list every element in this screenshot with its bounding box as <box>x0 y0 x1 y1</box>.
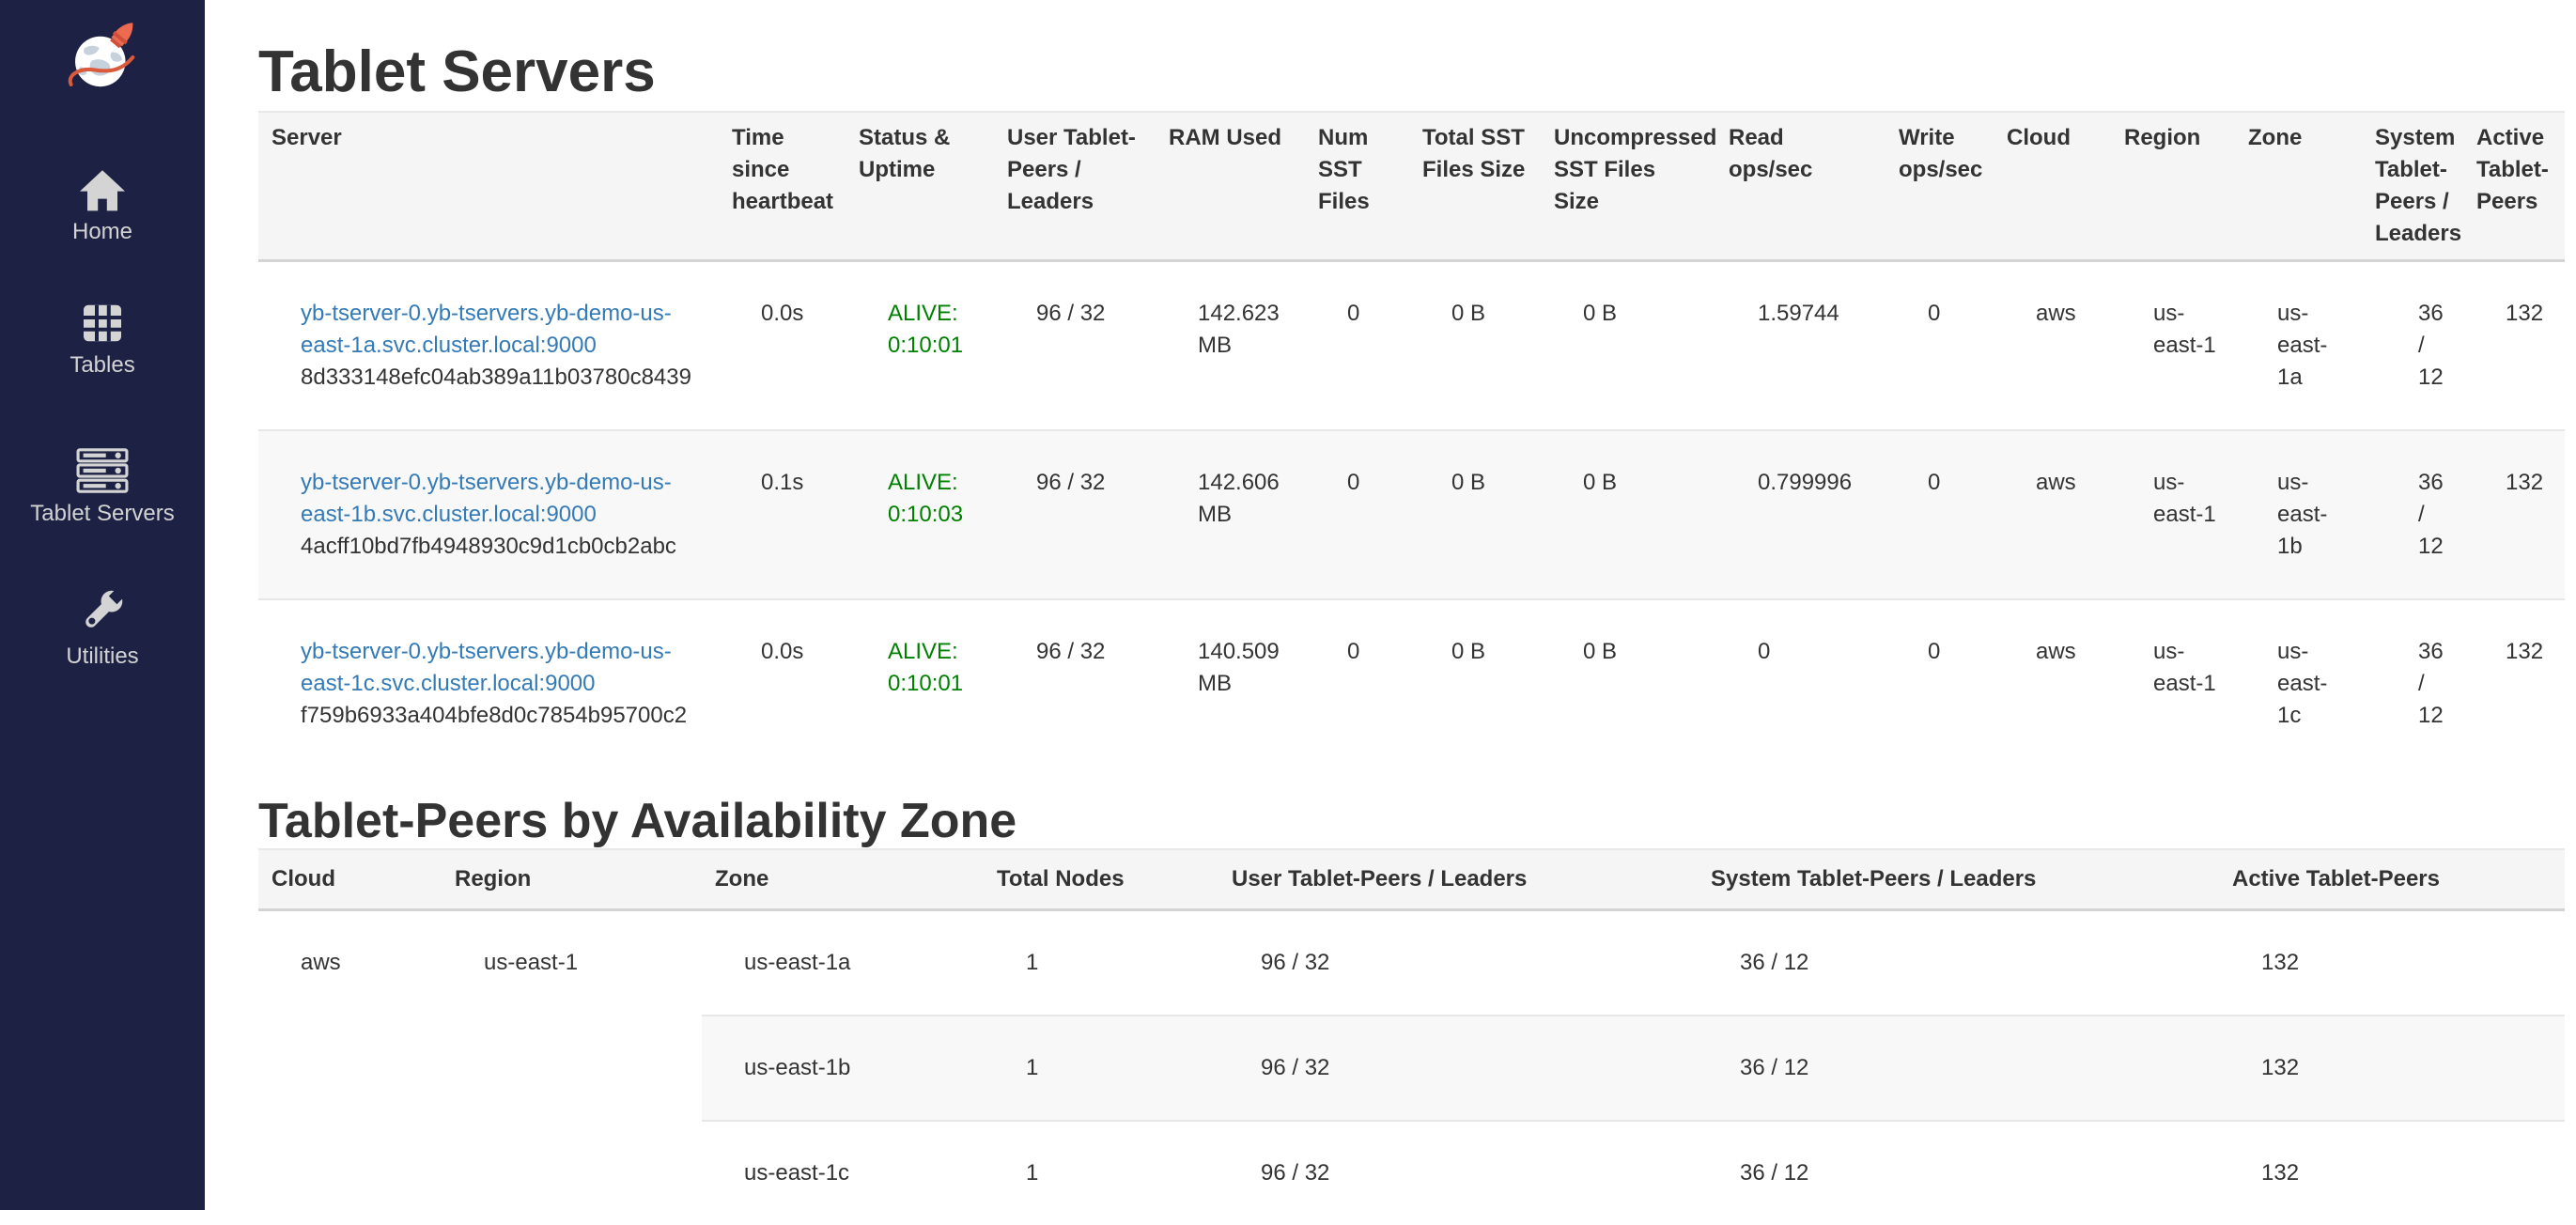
col-cloud: Cloud <box>258 849 442 910</box>
read-ops-cell: 0.799996 <box>1715 430 1885 599</box>
num-sst-cell: 0 <box>1305 430 1409 599</box>
write-ops-cell: 0 <box>1885 261 1994 431</box>
sidebar-item-label: Tablet Servers <box>0 502 205 526</box>
total-sst-cell: 0 B <box>1409 599 1541 768</box>
uncompressed-sst-cell: 0 B <box>1541 261 1715 431</box>
table-header-row <box>258 849 2565 910</box>
main-content <box>205 0 2576 1210</box>
zone-cell: us-east-1a <box>702 910 984 1016</box>
col-region: Region <box>442 849 702 910</box>
tables-grid-icon <box>78 301 127 346</box>
server-cell <box>258 261 719 431</box>
col-total-sst: Total SST Files Size <box>1409 112 1541 261</box>
user-peers-cell: 96 / 32 <box>1218 1016 1698 1121</box>
status-cell <box>846 430 994 599</box>
status-cell <box>846 599 994 768</box>
active-peers-cell: 132 <box>2219 1121 2565 1225</box>
zone-cell: us-east-1b <box>2235 430 2362 599</box>
num-sst-cell: 0 <box>1305 261 1409 431</box>
active-peers-cell: 132 <box>2463 261 2565 431</box>
tablet-peers-by-zone-table <box>258 848 2565 1225</box>
system-peers-cell: 36 / 12 <box>1698 910 2219 1016</box>
region-cell: us-east-1 <box>442 910 702 1225</box>
system-peers-cell: 36 / 12 <box>2362 599 2463 768</box>
section-title-tablet-peers-by-az: Tablet-Peers by Availability Zone <box>258 794 2565 848</box>
active-peers-cell: 132 <box>2463 599 2565 768</box>
heartbeat-cell: 0.0s <box>719 599 846 768</box>
sidebar-item-home[interactable] <box>0 167 205 244</box>
heartbeat-cell: 0.1s <box>719 430 846 599</box>
status-badge: ALIVE: 0:10:03 <box>888 470 963 527</box>
total-nodes-cell: 1 <box>984 1016 1218 1121</box>
active-peers-cell: 132 <box>2219 1016 2565 1121</box>
status-badge: ALIVE: 0:10:01 <box>888 639 963 696</box>
sidebar-item-label: Tables <box>0 353 205 378</box>
zone-cell: us-east-1c <box>2235 599 2362 768</box>
num-sst-cell: 0 <box>1305 599 1409 768</box>
user-peers-cell: 96 / 32 <box>994 430 1156 599</box>
region-cell: us-east-1 <box>2111 430 2235 599</box>
server-uuid: f759b6933a404bfe8d0c7854b95700c2 <box>301 700 706 732</box>
cloud-cell: aws <box>1994 261 2111 431</box>
col-total-nodes: Total Nodes <box>984 849 1218 910</box>
status-cell <box>846 261 994 431</box>
table-row <box>258 430 2565 599</box>
server-link[interactable]: yb-tserver-0.yb-tservers.yb-demo-us-east-1c.svc.cluster.local:9000 <box>301 639 672 696</box>
cloud-cell: aws <box>1994 430 2111 599</box>
zone-cell: us-east-1c <box>702 1121 984 1225</box>
sidebar-item-utilities[interactable] <box>0 584 205 669</box>
col-status: Status & Uptime <box>846 112 994 261</box>
heartbeat-cell: 0.0s <box>719 261 846 431</box>
cloud-cell: aws <box>258 910 442 1225</box>
read-ops-cell: 1.59744 <box>1715 261 1885 431</box>
col-ram: RAM Used <box>1156 112 1305 261</box>
col-uncompressed-sst: Uncompressed SST Files Size <box>1541 112 1715 261</box>
servers-stack-icon <box>74 447 131 494</box>
server-uuid: 8d333148efc04ab389a11b03780c8439 <box>301 362 706 394</box>
col-cloud: Cloud <box>1994 112 2111 261</box>
zone-cell: us-east-1b <box>702 1016 984 1121</box>
home-icon <box>78 167 127 212</box>
ram-cell: 142.623 MB <box>1156 261 1305 431</box>
ram-cell: 140.509 MB <box>1156 599 1305 768</box>
col-active-peers: Active Tablet-Peers <box>2463 112 2565 261</box>
col-zone: Zone <box>702 849 984 910</box>
server-uuid: 4acff10bd7fb4948930c9d1cb0cb2abc <box>301 531 706 563</box>
col-user-peers: User Tablet-Peers / Leaders <box>994 112 1156 261</box>
col-region: Region <box>2111 112 2235 261</box>
col-system-peers: System Tablet-Peers / Leaders <box>2362 112 2463 261</box>
total-nodes-cell: 1 <box>984 1121 1218 1225</box>
col-user-peers: User Tablet-Peers / Leaders <box>1218 849 1698 910</box>
col-write-ops: Write ops/sec <box>1885 112 1994 261</box>
system-peers-cell: 36 / 12 <box>1698 1016 2219 1121</box>
col-num-sst: Num SST Files <box>1305 112 1409 261</box>
write-ops-cell: 0 <box>1885 430 1994 599</box>
user-peers-cell: 96 / 32 <box>994 261 1156 431</box>
sidebar-item-label: Home <box>0 220 205 244</box>
table-header-row <box>258 112 2565 261</box>
col-active-peers: Active Tablet-Peers <box>2219 849 2565 910</box>
user-peers-cell: 96 / 32 <box>994 599 1156 768</box>
zone-cell: us-east-1a <box>2235 261 2362 431</box>
server-cell <box>258 599 719 768</box>
sidebar-item-label: Utilities <box>0 644 205 669</box>
server-link[interactable]: yb-tserver-0.yb-tservers.yb-demo-us-east-1a.svc.cluster.local:9000 <box>301 301 672 358</box>
sidebar <box>0 0 205 1210</box>
system-peers-cell: 36 / 12 <box>1698 1121 2219 1225</box>
region-cell: us-east-1 <box>2111 261 2235 431</box>
col-system-peers: System Tablet-Peers / Leaders <box>1698 849 2219 910</box>
sidebar-item-tables[interactable] <box>0 301 205 378</box>
read-ops-cell: 0 <box>1715 599 1885 768</box>
sidebar-item-tablet-servers[interactable] <box>0 447 205 526</box>
table-row <box>258 599 2565 768</box>
col-zone: Zone <box>2235 112 2362 261</box>
write-ops-cell: 0 <box>1885 599 1994 768</box>
server-link[interactable]: yb-tserver-0.yb-tservers.yb-demo-us-east-1b.svc.cluster.local:9000 <box>301 470 672 527</box>
total-sst-cell: 0 B <box>1409 430 1541 599</box>
server-cell <box>258 430 719 599</box>
ram-cell: 142.606 MB <box>1156 430 1305 599</box>
uncompressed-sst-cell: 0 B <box>1541 430 1715 599</box>
system-peers-cell: 36 / 12 <box>2362 261 2463 431</box>
table-row <box>258 910 2565 1016</box>
uncompressed-sst-cell: 0 B <box>1541 599 1715 768</box>
col-read-ops: Read ops/sec <box>1715 112 1885 261</box>
page-title: Tablet Servers <box>258 39 2565 105</box>
tablet-servers-table <box>258 111 2565 768</box>
user-peers-cell: 96 / 32 <box>1218 910 1698 1016</box>
wrench-icon <box>76 584 129 637</box>
total-sst-cell: 0 B <box>1409 261 1541 431</box>
table-row <box>258 261 2565 431</box>
yugabyte-logo[interactable] <box>0 21 205 103</box>
cloud-cell: aws <box>1994 599 2111 768</box>
globe-rocket-logo-icon <box>66 21 139 94</box>
region-cell: us-east-1 <box>2111 599 2235 768</box>
col-server: Server <box>258 112 719 261</box>
active-peers-cell: 132 <box>2463 430 2565 599</box>
status-badge: ALIVE: 0:10:01 <box>888 301 963 358</box>
active-peers-cell: 132 <box>2219 910 2565 1016</box>
col-heartbeat: Time since heartbeat <box>719 112 846 261</box>
system-peers-cell: 36 / 12 <box>2362 430 2463 599</box>
user-peers-cell: 96 / 32 <box>1218 1121 1698 1225</box>
total-nodes-cell: 1 <box>984 910 1218 1016</box>
